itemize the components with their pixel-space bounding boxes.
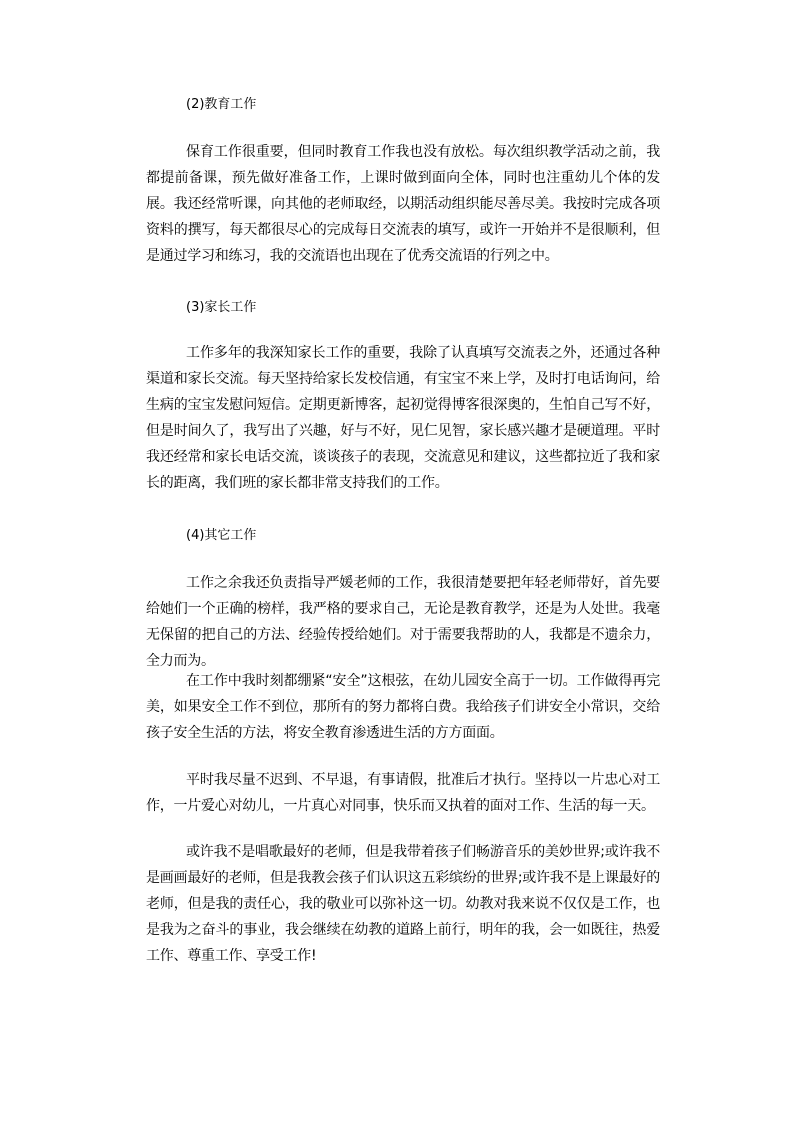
- section-heading-other: (4)其它工作: [186, 528, 257, 543]
- paragraph-parents: 工作多年的我深知家长工作的重要，我除了认真填写交流表之外，还通过各种渠道和家长交流。每天坚持给家长发校信通，有宝宝不来上学，及时打电话询问，给生病的宝宝发慰问短信。定期更新博客，起初觉得博客很深奥的，生怕自己写不好，但是时间久了，我写出了兴趣，好与不好，见仁见智，家长感兴趣才是硬道理。平时我还经常和家长电话交流，谈谈孩子的表现，交流意见和建议，这些都拉近了我和家长的距离，我们班的家长都非常支持我们的工作。: [146, 345, 660, 491]
- section-heading-parents: (3)家长工作: [186, 300, 257, 315]
- paragraph-closing: 或许我不是唱歌最好的老师，但是我带着孩子们畅游音乐的美妙世界;或许我不是画画最好的老师，但是我教会孩子们认识这五彩缤纷的世界;或许我不是上课最好的老师，但是我的责任心，我的敬业可以弥补这一切。幼教对我来说不仅仅是工作，也是我为之奋斗的事业，我会继续在幼教的道路上前行，明年的我，会一如既往，热爱工作、尊重工作、享受工作!: [146, 844, 660, 964]
- paragraph-safety: 在工作中我时刻都绷紧“安全”这根弦，在幼儿园安全高于一切。工作做得再完美，如果安全工作不到位，那所有的努力都将白费。我给孩子们讲安全小常识，交给孩子安全生活的方法，将安全教育渗透进生活的方方面面。: [146, 673, 660, 741]
- section-heading-education: (2)教育工作: [186, 97, 257, 112]
- paragraph-attitude: 平时我尽量不迟到、不早退，有事请假，批准后才执行。坚持以一片忠心对工作，一片爱心对幼儿，一片真心对同事，快乐而又执着的面对工作、生活的每一天。: [146, 772, 660, 814]
- paragraph-other: 工作之余我还负责指导严媛老师的工作，我很清楚要把年轻老师带好，首先要给她们一个正确的榜样，我严格的要求自己，无论是教育教学，还是为人处世。我毫无保留的把自己的方法、经验传授给她们。对于需要我帮助的人，我都是不遗余力，全力而为。: [146, 575, 660, 669]
- paragraph-education: 保育工作很重要，但同时教育工作我也没有放松。每次组织教学活动之前，我都提前备课，预先做好准备工作，上课时做到面向全体，同时也注重幼儿个体的发展。我还经常听课，向其他的老师取经，以期活动组织能尽善尽美。我按时完成各项资料的撰写，每天都很尽心的完成每日交流表的填写，或许一开始并不是很顺利，但是通过学习和练习，我的交流语也出现在了优秀交流语的行列之中。: [146, 144, 660, 264]
